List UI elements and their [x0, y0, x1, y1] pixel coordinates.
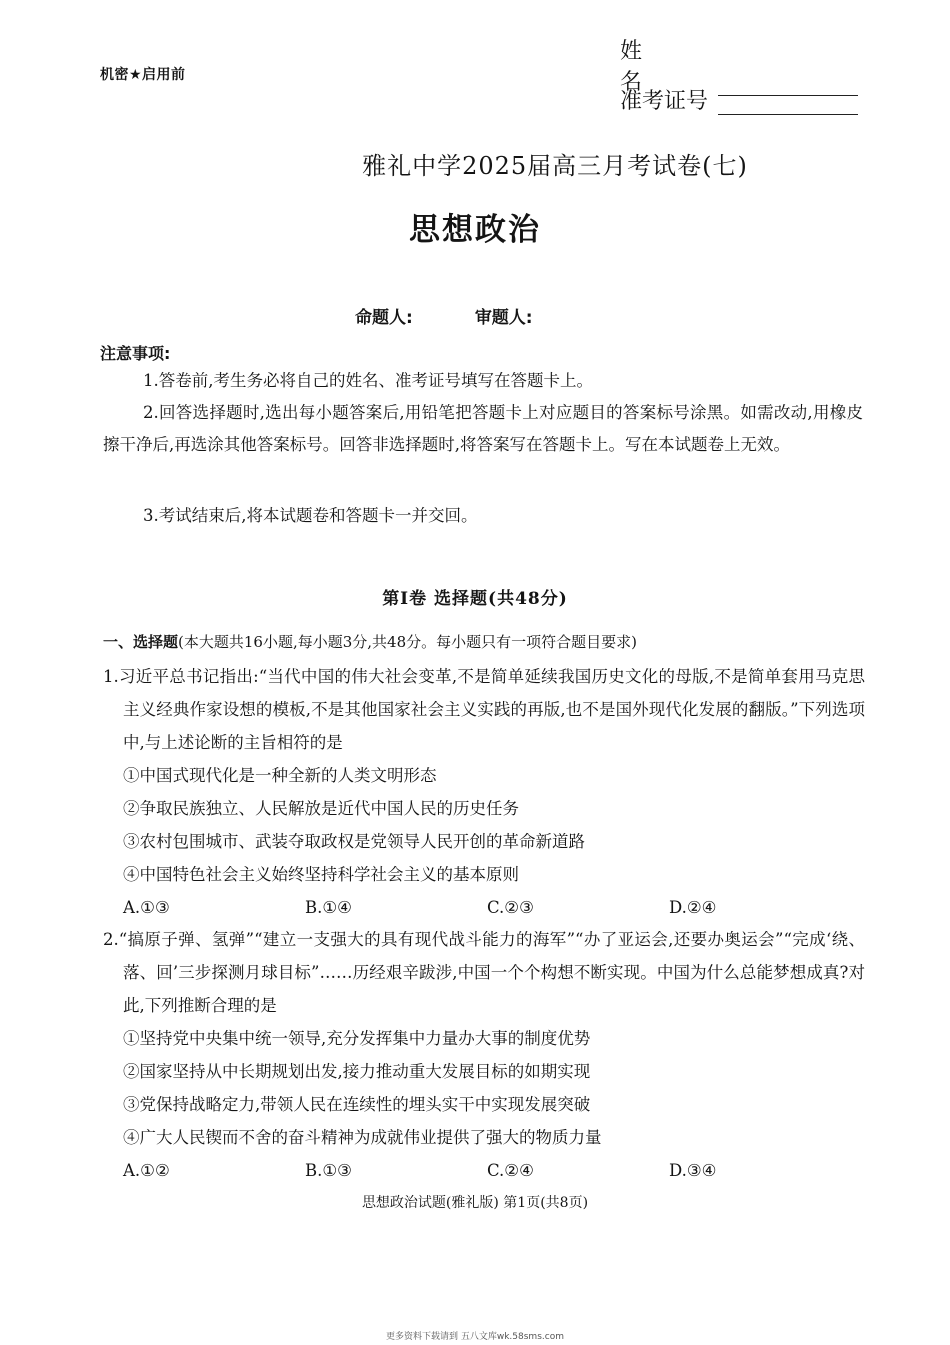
note-item: 3.考试结束后,将本试题卷和答题卡一并交回。 [143, 506, 478, 525]
answer-options [103, 891, 865, 924]
statement: ②争取民族独立、人民解放是近代中国人民的历史任务 [123, 799, 519, 818]
statement: ④中国特色社会主义始终坚持科学社会主义的基本原则 [123, 865, 519, 884]
statement: ③党保持战略定力,带领人民在连续性的埋头实干中实现发展突破 [123, 1095, 591, 1114]
subject-title: 思想政治 [409, 212, 541, 248]
statement: ①中国式现代化是一种全新的人类文明形态 [123, 766, 437, 785]
question-2 [103, 923, 865, 1187]
name-label: 姓名 [620, 39, 679, 95]
question-stem: 2.“搞原子弹、氢弹”“建立一支强大的具有现代战斗能力的海军”“办了亚运会,还要办奥运会”“完成‘绕、落、回’三步探测月球目标”……历经艰辛跋涉,中国一个个构想不断实现。中国为什么总能梦想成真?对此,下列推断合理的是 [103, 930, 865, 1015]
option-a: A.①③ [123, 898, 170, 917]
statement: ①坚持党中央集中统一领导,充分发挥集中力量办大事的制度优势 [123, 1029, 591, 1048]
statement: ④广大人民锲而不舍的奋斗精神为成就伟业提供了强大的物质力量 [123, 1128, 602, 1147]
option-b: B.①③ [305, 1161, 352, 1180]
note-item: 2.回答选择题时,选出每小题答案后,用铅笔把答题卡上对应题目的答案标号涂黑。如需改动,用橡皮擦干净后,再选涂其他答案标号。回答非选择题时,将答案写在答题卡上。写在本试题卷上无效。 [103, 403, 863, 454]
statement: ③农村包围城市、武装夺取政权是党领导人民开创的革命新道路 [123, 832, 585, 851]
statement: ②国家坚持从中长期规划出发,接力推动重大发展目标的如期实现 [123, 1062, 591, 1081]
exam-title: 雅礼中学2025届高三月考试卷(七) [362, 152, 748, 180]
option-a: A.①② [123, 1161, 170, 1180]
part-title: 第Ⅰ卷 选择题(共48分) [382, 589, 568, 609]
exam-id-field [620, 84, 858, 115]
setter-label: 命题人: [355, 308, 413, 328]
answer-options [103, 1154, 865, 1187]
section-heading [103, 631, 637, 652]
section-instructions: (本大题共16小题,每小题3分,共48分。每小题只有一项符合题目要求) [178, 633, 637, 651]
option-c: C.②④ [487, 1161, 534, 1180]
option-b: B.①④ [305, 898, 352, 917]
notes-heading: 注意事项: [100, 344, 171, 363]
question-stem: 1.习近平总书记指出:“当代中国的伟大社会变革,不是简单延续我国历史文化的母版,不是简单套用马克思主义经典作家设想的模板,不是其他国家社会主义实践的再版,也不是国外现代化发展的翻版。”下列选项中,与上述论断的主旨相符的是 [103, 667, 865, 752]
exam-id-blank-line [718, 90, 858, 115]
reviewer-label: 审题人: [474, 308, 533, 328]
exam-id-label: 准考证号 [620, 89, 709, 114]
download-watermark: 更多资料下载请到 五八文库wk.58sms.com [386, 1332, 564, 1342]
option-d: D.③④ [669, 1161, 717, 1180]
question-1 [103, 660, 865, 924]
confidential-label: 机密★启用前 [100, 67, 186, 83]
option-d: D.②④ [669, 898, 717, 917]
option-c: C.②③ [487, 898, 534, 917]
section-title: 一、选择题 [103, 633, 179, 651]
note-item: 1.答卷前,考生务必将自己的姓名、准考证号填写在答题卡上。 [143, 371, 593, 390]
page-footer: 思想政治试题(雅礼版) 第1页(共8页) [361, 1195, 589, 1211]
author-row [355, 303, 533, 328]
